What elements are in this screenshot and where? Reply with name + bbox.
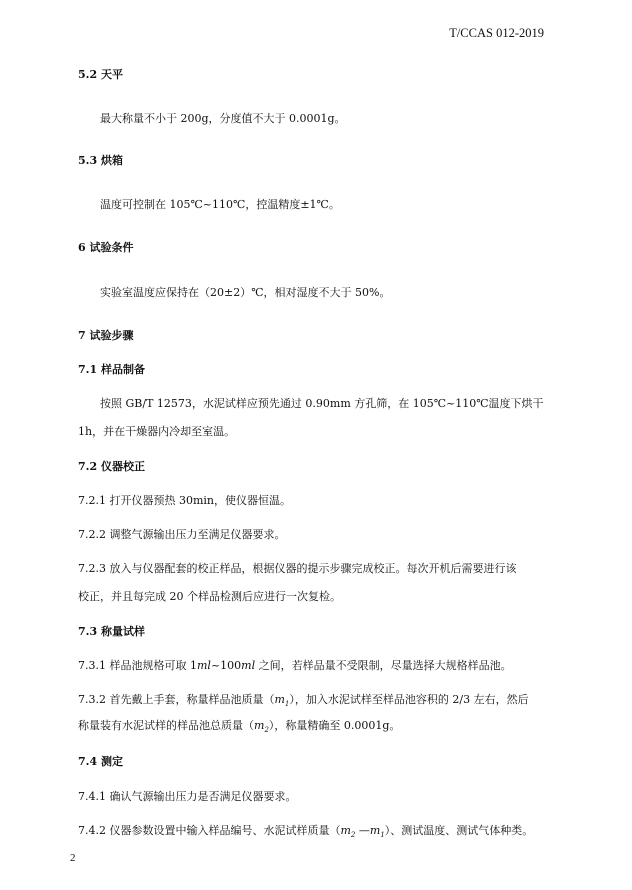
section-7-1-title: 7.1 样品制备 [78, 363, 145, 376]
section-5-2-text: 最大称量不小于 200g，分度值不大于 0.0001g。 [100, 112, 346, 125]
section-6-text: 实验室温度应保持在（20±2）℃，相对湿度不大于 50%。 [100, 286, 391, 299]
section-7-3-2-line2: 称量装有水泥试样的样品池总质量$(m_2)$，称量精确至 0.0001g。 [78, 719, 401, 735]
section-7-4-title: 7.4 测定 [78, 755, 123, 768]
section-7-3-1: 7.3.1 样品池规格可取 1ml~100ml 之间，若样品量不受限制，尽量选择大规格样品池。 [78, 659, 512, 672]
section-5-2-title: 5.2 天平 [78, 68, 123, 81]
section-7-title: 7 试验步骤 [78, 329, 134, 342]
section-7-1-text-line1: 按照 GB/T 12573，水泥试样应预先通过 0.90mm 方孔筛，在 105℃~110℃温度下烘干 [100, 397, 544, 410]
document-code: T/CCAS 012-2019 [449, 26, 544, 40]
section-7-3-2-line1: 7.3.2 首先戴上手套，称量样品池质量$(m_1)$，加入水泥试样至样品池容积的 2/3 左右，然后 [78, 693, 529, 709]
section-7-2-title: 7.2 仪器校正 [78, 460, 145, 473]
section-7-1-text-line2: 1h，并在干燥器内冷却至室温。 [78, 425, 236, 438]
section-7-4-1: 7.4.1 确认气源输出压力是否满足仪器要求。 [78, 790, 297, 803]
section-6-title: 6 试验条件 [78, 241, 134, 254]
section-7-4-2: 7.4.2 仪器参数设置中输入样品编号、水泥试样质量（$m_2$ $—m_1$）、测试温度、测试气体种类。 [78, 824, 534, 840]
section-5-3-text: 温度可控制在 105℃~110℃，控温精度±1℃。 [100, 198, 340, 211]
section-7-3-title: 7.3 称量试样 [78, 625, 145, 638]
section-7-2-2: 7.2.2 调整气源输出压力至满足仪器要求。 [78, 528, 286, 541]
section-7-2-1: 7.2.1 打开仪器预热 30min，使仪器恒温。 [78, 494, 292, 507]
section-5-3-title: 5.3 烘箱 [78, 154, 123, 167]
page-number: 2 [70, 852, 76, 864]
section-7-2-3-line1: 7.2.3 放入与仪器配套的校正样品，根据仪器的提示步骤完成校正。每次开机后需要进行该 [78, 562, 517, 575]
section-7-2-3-line2: 校正，并且每完成 20 个样品检测后应进行一次复检。 [78, 590, 341, 603]
